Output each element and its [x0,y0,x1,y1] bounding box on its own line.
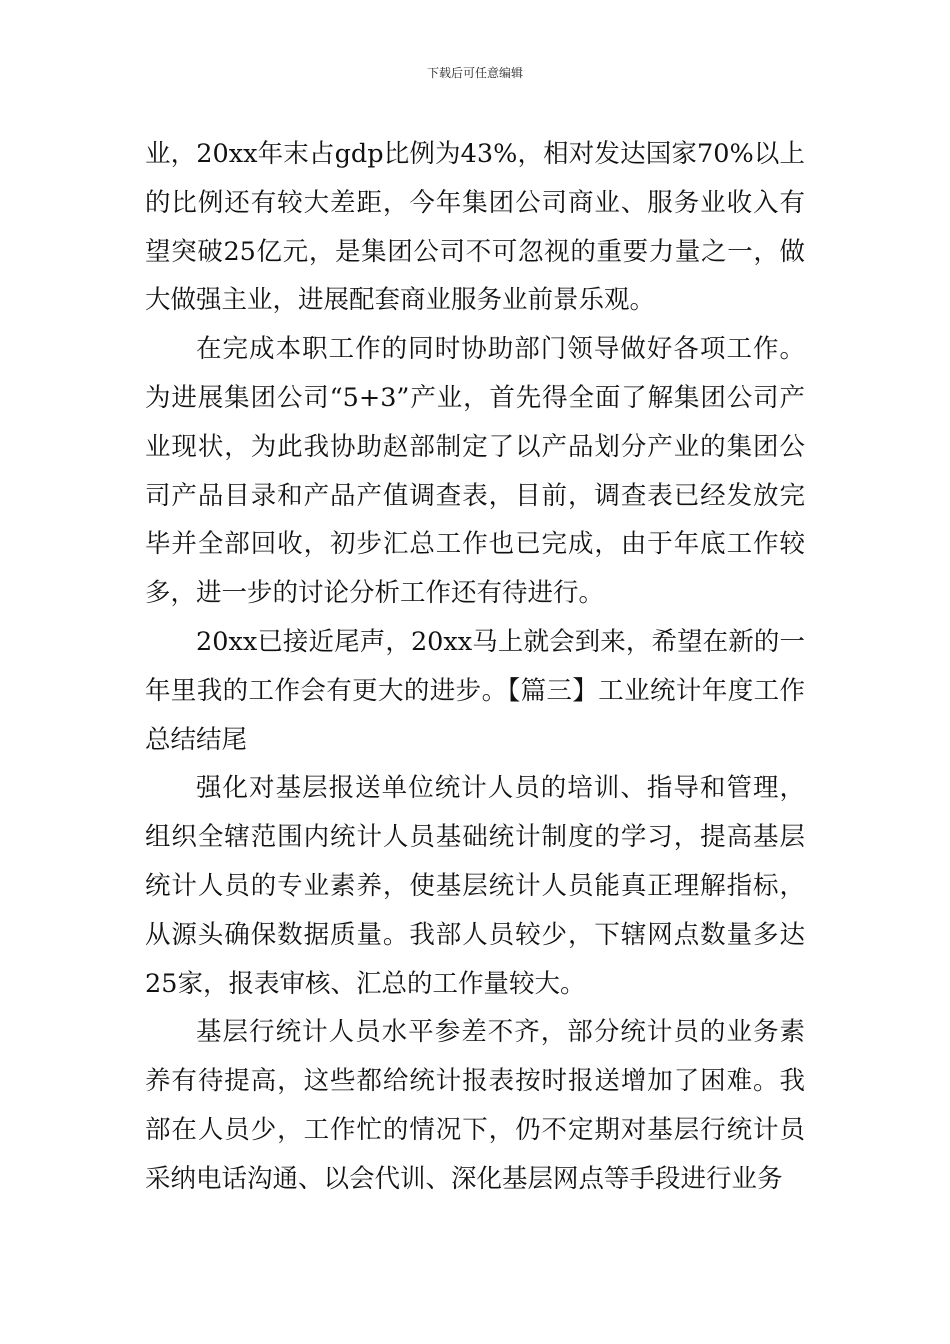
paragraph-2: 在完成本职工作的同时协助部门领导做好各项工作。为进展集团公司“5+3”产业，首先得全面了解集团公司产业现状，为此我协助赵部制定了以产品划分产业的集团公司产品目录和产品产值调查表，目前，调查表已经发放完毕并全部回收，初步汇总工作也已完成，由于年底工作较多，进一步的讨论分析工作还有待进行。 [145,334,805,609]
paragraph-3: 20xx已接近尾声，20xx马上就会到来，希望在新的一年里我的工作会有更大的进步。【篇三】工业统计年度工作总结结尾 [145,626,805,755]
page-header [0,64,950,82]
paragraph-5: 基层行统计人员水平参差不齐，部分统计员的业务素养有待提高，这些都给统计报表按时报送增加了困难。我部在人员少，工作忙的情况下，仍不定期对基层行统计员采纳电话沟通、以会代训、深化基层网点等手段进行业务 [145,1017,805,1194]
paragraph-4: 强化对基层报送单位统计人员的培训、指导和管理，组织全辖范围内统计人员基础统计制度的学习，提高基层统计人员的专业素养，使基层统计人员能真正理解指标，从源头确保数据质量。我部人员较少，下辖网点数量多达25家，报表审核、汇总的工作量较大。 [145,773,805,999]
header-note: 下载后可任意编辑 [426,66,523,80]
paragraph-1: 业，20xx年末占gdp比例为43%，相对发达国家70%以上的比例还有较大差距，今年集团公司商业、服务业收入有望突破25亿元，是集团公司不可忽视的重要力量之一，做大做强主业，进展配套商业服务业前景乐观。 [145,139,805,316]
document-body [145,130,805,1204]
